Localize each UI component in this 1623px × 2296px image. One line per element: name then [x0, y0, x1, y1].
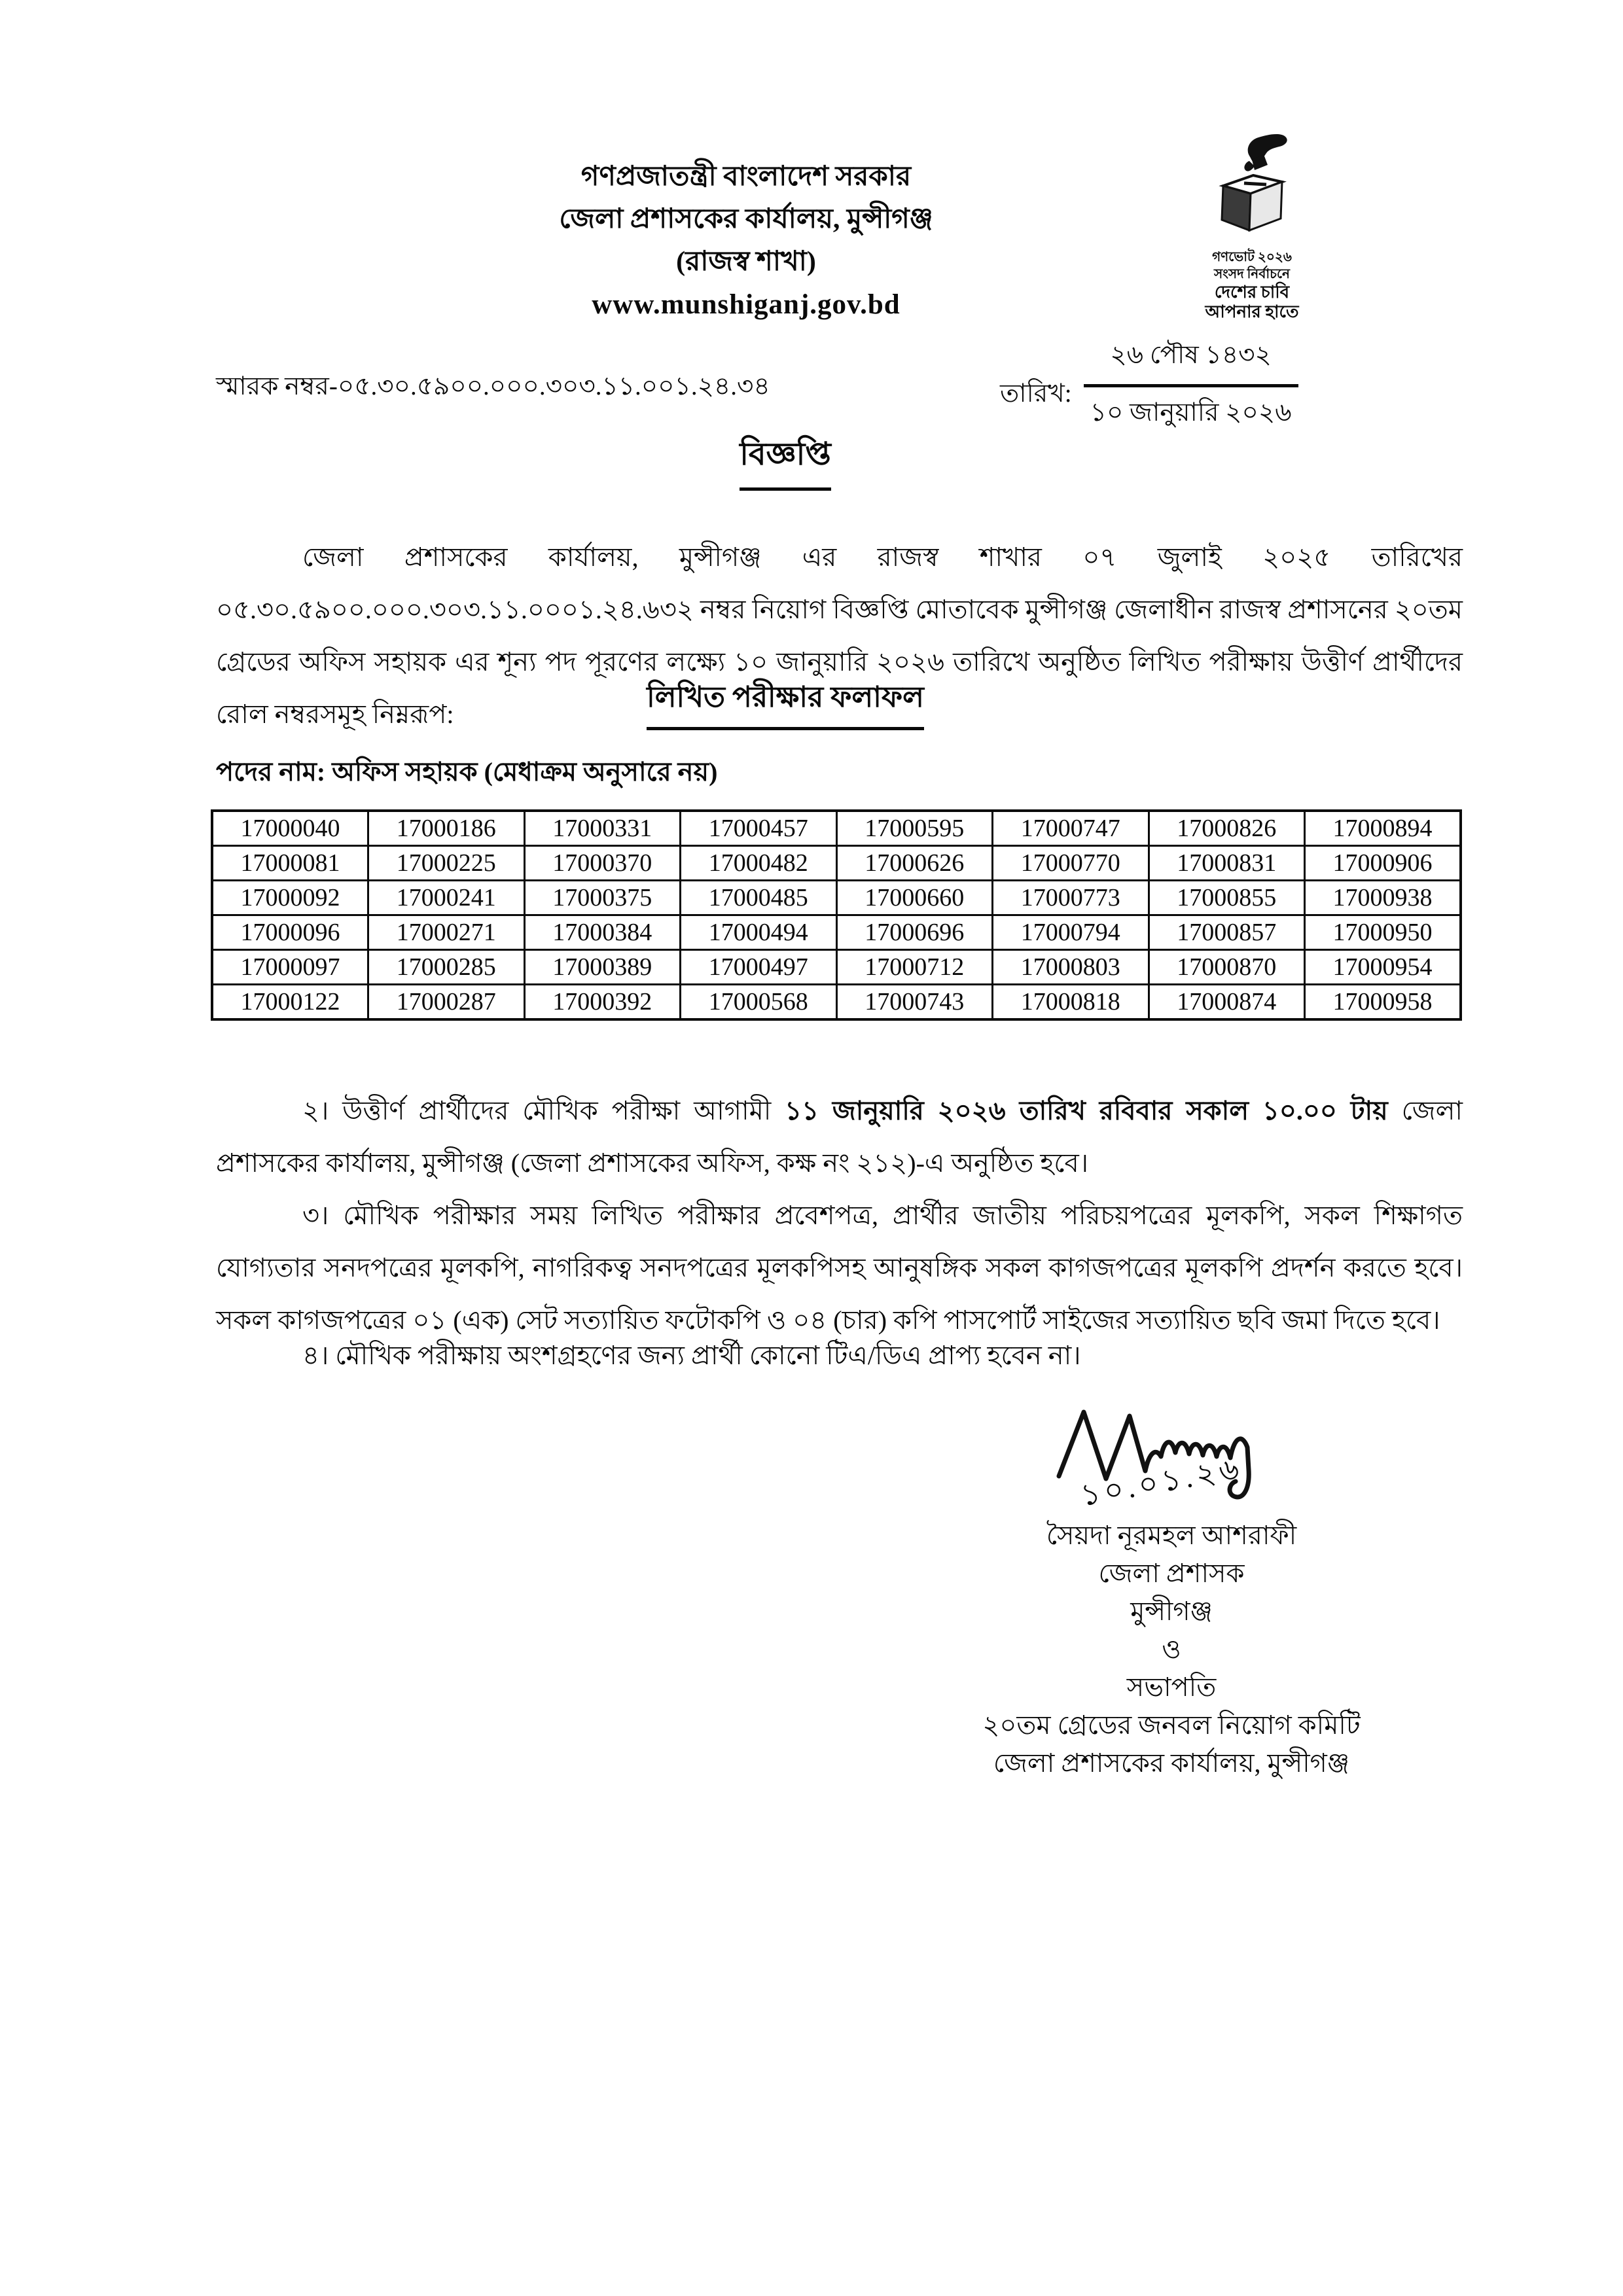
roll-cell: 17000958: [1305, 985, 1461, 1020]
roll-cell: 17000770: [993, 846, 1149, 881]
roll-cell: 17000794: [993, 915, 1149, 950]
roll-cell: 17000743: [836, 985, 993, 1020]
logo-line-1: গণভোট ২০২৬: [1212, 250, 1292, 264]
roll-cell: 17000287: [368, 985, 525, 1020]
election-logo: [1190, 131, 1314, 322]
date-fraction: [1084, 335, 1298, 435]
roll-cell: 17000097: [212, 950, 368, 985]
roll-cell: 17000186: [368, 811, 525, 846]
date-label: তারিখ:: [1000, 380, 1072, 408]
letterhead: [170, 156, 1322, 326]
logo-line-3: দেশের চাবি: [1214, 283, 1290, 302]
para-ta-da: ৪। মৌখিক পরীক্ষায় অংশগ্রহণের জন্য প্রার্থী কোনো টিএ/ডিএ প্রাপ্য হবেন না।: [302, 1341, 1081, 1370]
roll-cell: 17000894: [1305, 811, 1461, 846]
roll-cell: 17000818: [993, 985, 1149, 1020]
signatory-committee: ২০তম গ্রেডের জনবল নিয়োগ কমিটি: [982, 1710, 1361, 1740]
intro-paragraph: জেলা প্রশাসকের কার্যালয়, মুন্সীগঞ্জ এর রাজস্ব শাখার ০৭ জুলাই ২০২৫ তারিখের ০৫.৩০.৫৯০০.০০০.৩০৩.১১.০০০১.২৪.৬৩২ নম্বর নিয়োগ বিজ্ঞপ্তি মোতাবেক মুন্সীগঞ্জ জেলাধীন রাজস্ব প্রশাসনের ২০তম গ্রেডের অফিস সহায়ক এর শূন্য পদ পূরণের লক্ষ্যে ১০ জানুয়ারি ২০২৬ তারিখে অনুষ্ঠিত লিখিত পরীক্ষায় উত্তীর্ণ প্রার্থীদের রোল নম্বরসমূহ নিম্নরূপ:: [216, 542, 1463, 729]
para-viva-schedule: [216, 1085, 1463, 1190]
roll-cell: 17000696: [836, 915, 993, 950]
roll-cell: 17000241: [368, 881, 525, 915]
table-row: [212, 950, 1461, 985]
roll-cell: 17000855: [1149, 881, 1305, 915]
roll-cell: 17000660: [836, 881, 993, 915]
signature-date: ১০.০১.২৬: [1078, 1451, 1245, 1513]
roll-cell: 17000040: [212, 811, 368, 846]
table-row: [212, 985, 1461, 1020]
post-name-line: পদের নাম: অফিস সহায়ক (মেধাক্রম অনুসারে নয়): [216, 757, 718, 786]
table-row: [212, 915, 1461, 950]
memo-number: স্মারক নম্বর-০৫.৩০.৫৯০০.০০০.৩০৩.১১.০০১.২৪.৩৪: [216, 372, 770, 400]
roll-cell: 17000081: [212, 846, 368, 881]
roll-cell: 17000271: [368, 915, 525, 950]
govt-name: গণপ্রজাতন্ত্রী বাংলাদেশ সরকার: [580, 162, 912, 192]
logo-line-4: আপনার হাতে: [1205, 302, 1299, 321]
roll-cell: 17000954: [1305, 950, 1461, 985]
roll-cell: 17000384: [524, 915, 681, 950]
signatory-chairman: সভাপতি: [1126, 1672, 1217, 1702]
roll-cell: 17000497: [681, 950, 837, 985]
date-bangla: ২৬ পৌষ ১৪৩২: [1084, 335, 1298, 387]
ballot-box-icon: [1206, 131, 1298, 249]
roll-cell: 17000092: [212, 881, 368, 915]
roll-cell: 17000485: [681, 881, 837, 915]
roll-cell: 17000870: [1149, 950, 1305, 985]
roll-cell: 17000375: [524, 881, 681, 915]
para-required-documents: ৩। মৌখিক পরীক্ষার সময় লিখিত পরীক্ষার প্রবেশপত্র, প্রার্থীর জাতীয় পরিচয়পত্রের মূলকপি, সকল শিক্ষাগত যোগ্যতার সনদপত্রের মূলকপি, নাগরিকত্ব সনদপত্রের মূলকপিসহ আনুষঙ্গিক সকল কাগজপত্রের মূলকপি প্রদর্শন করতে হবে। সকল কাগজপত্রের ০১ (এক) সেট সত্যায়িত ফটোকপি ও ০৪ (চার) কপি পাসপোর্ট সাইজের সত্যায়িত ছবি জমা দিতে হবে।: [216, 1201, 1463, 1335]
result-heading-text: লিখিত পরীক্ষার ফলাফল: [647, 675, 924, 730]
roll-cell: 17000874: [1149, 985, 1305, 1020]
date-block: [1000, 335, 1298, 435]
signatory-office: জেলা প্রশাসকের কার্যালয়, মুন্সীগঞ্জ: [993, 1748, 1350, 1778]
signature-area: [942, 1392, 1400, 1517]
viva-text-suffix: জেলা প্রশাসকের কার্যালয়, মুন্সীগঞ্জ (জেলা প্রশাসকের অফিস, কক্ষ নং ২১২)-এ অনুষ্ঠিত হবে।: [216, 1096, 1463, 1178]
signatory-name: সৈয়দা নূরমহল আশরাফী: [1046, 1521, 1297, 1550]
table-row: [212, 846, 1461, 881]
result-heading: [0, 675, 1571, 730]
roll-cell: 17000906: [1305, 846, 1461, 881]
roll-cell: 17000826: [1149, 811, 1305, 846]
roll-cell: 17000494: [681, 915, 837, 950]
roll-number-table: [211, 809, 1462, 1021]
roll-cell: 17000712: [836, 950, 993, 985]
roll-cell: 17000482: [681, 846, 837, 881]
date-gregorian: ১০ জানুয়ারি ২০২৬: [1090, 398, 1292, 427]
roll-cell: 17000747: [993, 811, 1149, 846]
roll-cell: 17000457: [681, 811, 837, 846]
roll-cell: 17000370: [524, 846, 681, 881]
roll-cell: 17000950: [1305, 915, 1461, 950]
roll-cell: 17000225: [368, 846, 525, 881]
notice-title: [0, 431, 1571, 491]
roll-cell: 17000096: [212, 915, 368, 950]
roll-table-body: [212, 811, 1461, 1019]
signature-block: [942, 1392, 1400, 1782]
roll-cell: 17000568: [681, 985, 837, 1020]
signatory-designation: জেলা প্রশাসক: [1098, 1559, 1245, 1588]
roll-cell: 17000389: [524, 950, 681, 985]
notice-title-text: বিজ্ঞপ্তি: [740, 431, 831, 491]
roll-cell: 17000595: [836, 811, 993, 846]
roll-cell: 17000626: [836, 846, 993, 881]
roll-cell: 17000392: [524, 985, 681, 1020]
viva-datetime-bold: ১১ জানুয়ারি ২০২৬ তারিখ রবিবার সকাল ১০.০০ টায়: [785, 1096, 1388, 1125]
roll-cell: 17000285: [368, 950, 525, 985]
branch-name: (রাজস্ব শাখা): [676, 247, 816, 277]
signatory-district: মুন্সীগঞ্জ: [1130, 1597, 1213, 1626]
roll-cell: 17000938: [1305, 881, 1461, 915]
roll-cell: 17000857: [1149, 915, 1305, 950]
roll-cell: 17000773: [993, 881, 1149, 915]
roll-cell: 17000831: [1149, 846, 1305, 881]
roll-cell: 17000803: [993, 950, 1149, 985]
office-name: জেলা প্রশাসকের কার্যালয়, মুন্সীগঞ্জ: [559, 204, 933, 234]
signatory-and: ও: [1162, 1634, 1181, 1664]
website-url: www.munshiganj.gov.bd: [592, 289, 901, 320]
viva-text-prefix: ২। উত্তীর্ণ প্রার্থীদের মৌখিক পরীক্ষা আগামী: [302, 1096, 785, 1125]
logo-line-2: সংসদ নির্বাচনে: [1214, 267, 1290, 281]
roll-cell: 17000122: [212, 985, 368, 1020]
table-row: [212, 811, 1461, 846]
table-row: [212, 881, 1461, 915]
roll-cell: 17000331: [524, 811, 681, 846]
